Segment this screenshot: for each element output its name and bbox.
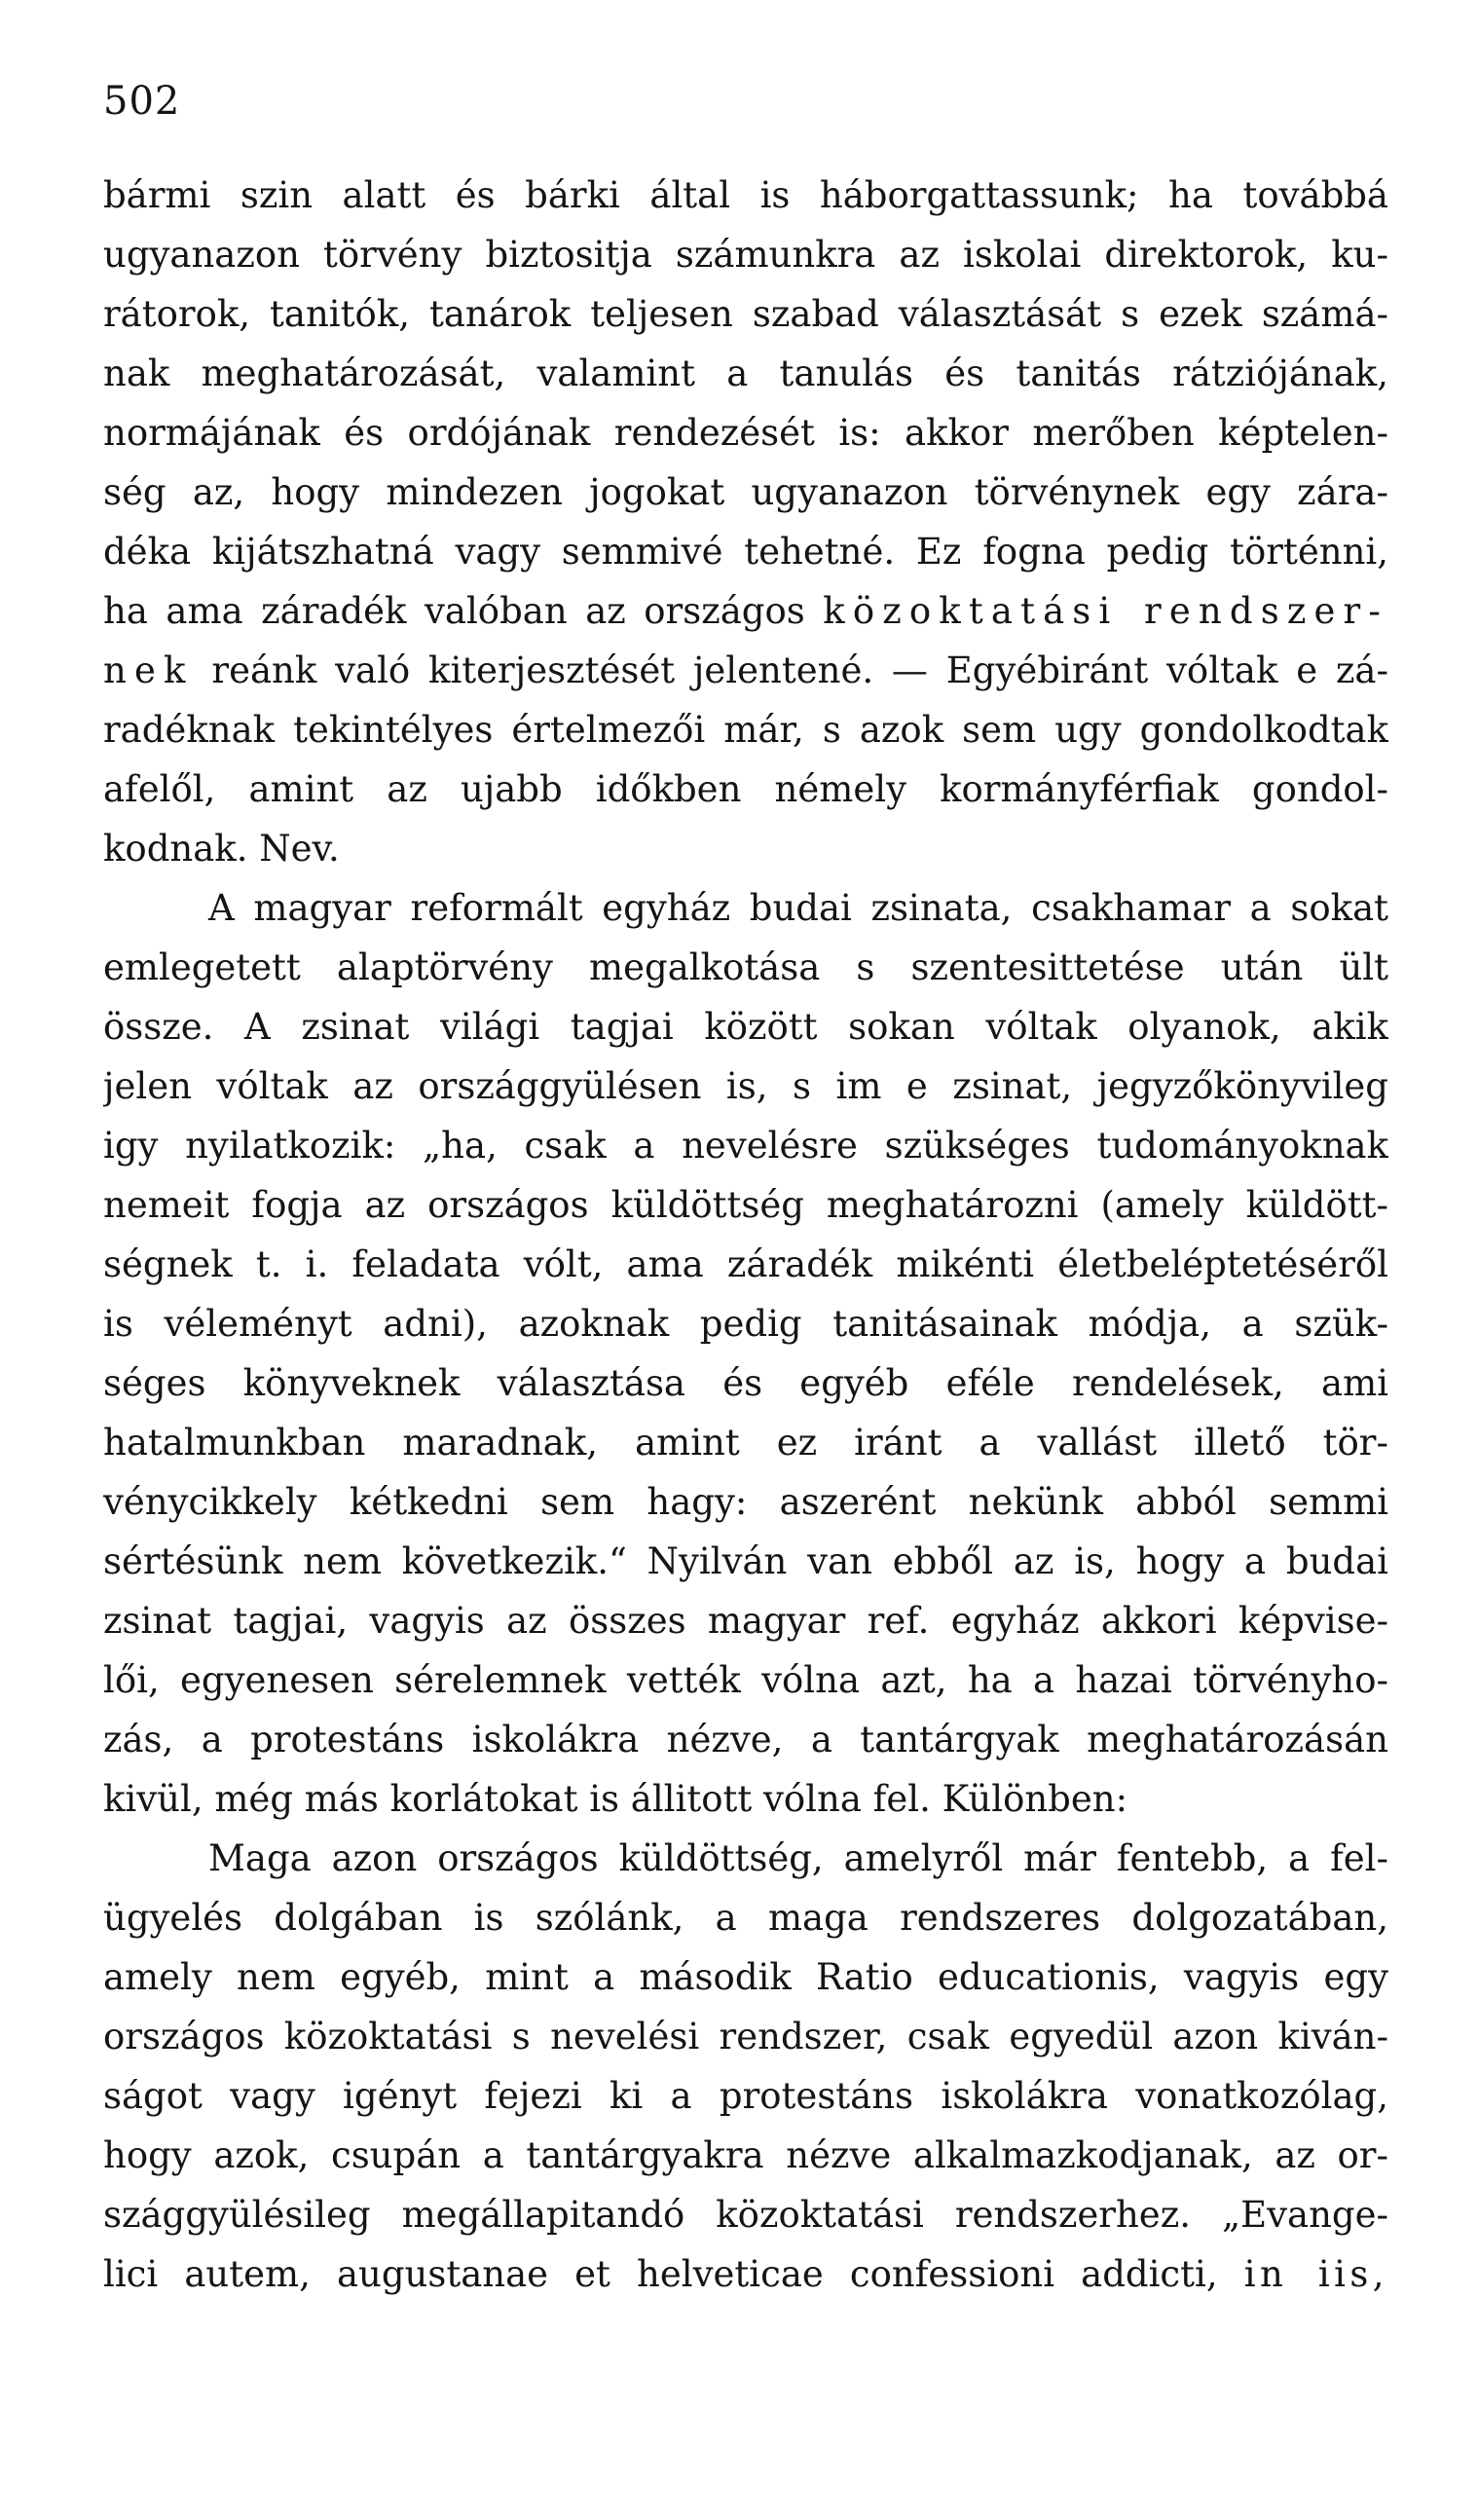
page-number: 502 xyxy=(103,79,181,124)
text-line: afelől, amint az ujabb időkben némely kormányférfiak gondol- xyxy=(103,768,1388,810)
text-line: össze. A zsinat világi tagjai között sokan vóltak olyanok, akik xyxy=(103,1006,1388,1048)
text-line xyxy=(103,581,1388,641)
text-segment: reánk való kiterjesztését jelentené. — Egyébiránt vóltak e zá- xyxy=(193,649,1388,691)
text-line: hogy azok, csupán a tantárgyakra nézve alkalmazkodjanak, az or- xyxy=(103,2134,1388,2176)
paragraph-start-line: A magyar reformált egyház budai zsinata, csakhamar a sokat xyxy=(208,887,1388,929)
spaced-emphasis: nek xyxy=(103,649,194,691)
text-line xyxy=(103,2244,1388,2304)
text-line: ség az, hogy mindezen jogokat ugyanazon törvénynek egy zára- xyxy=(103,471,1388,513)
text-line: országos közoktatási s nevelési rendszer, csak egyedül azon kiván- xyxy=(103,2016,1388,2057)
paragraph-end-line: kivül, még más korlátokat is állitott vólna fel. Különben: xyxy=(103,1778,1128,1820)
text-line: ugyanazon törvény biztositja számunkra az iskolai direktorok, ku- xyxy=(103,234,1388,276)
text-line: rátorok, tanitók, tanárok teljesen szabad választását s ezek számá- xyxy=(103,293,1388,335)
text-line: zsinat tagjai, vagyis az összes magyar ref. egyház akkori képvise- xyxy=(103,1600,1388,1642)
spaced-emphasis: közoktatási rendszer- xyxy=(823,590,1388,632)
text-line: hatalmunkban maradnak, amint ez iránt a vallást illető tör- xyxy=(103,1422,1388,1464)
text-line: nak meghatározását, valamint a tanulás és tanitás rátziójának, xyxy=(103,352,1388,394)
text-line: nemeit fogja az országos küldöttség meghatározni (amely küldött- xyxy=(103,1184,1388,1226)
text-line: sértésünk nem következik.“ Nyilván van ebből az is, hogy a budai xyxy=(103,1540,1388,1582)
text-line: lői, egyenesen sérelemnek vették vólna azt, ha a hazai törvényho- xyxy=(103,1659,1388,1701)
text-line: radéknak tekintélyes értelmezői már, s azok sem ugy gondolkodtak xyxy=(103,709,1388,751)
text-line: ségnek t. i. feladata vólt, ama záradék mikénti életbeléptetéséről xyxy=(103,1243,1388,1285)
text-line: vénycikkely kétkedni sem hagy: aszerént nekünk abból semmi xyxy=(103,1481,1388,1523)
text-line: zás, a protestáns iskolákra nézve, a tantárgyak meghatározásán xyxy=(103,1719,1388,1760)
body-text xyxy=(103,166,1388,2304)
paragraph-end-line: kodnak. Nev. xyxy=(103,828,340,870)
text-line: is véleményt adni), azoknak pedig tanitásainak módja, a szük- xyxy=(103,1303,1388,1345)
text-line: bármi szin alatt és bárki által is háborgattassunk; ha továbbá xyxy=(103,174,1388,216)
text-segment: lici autem, augustanae et helveticae confessioni addicti, xyxy=(103,2253,1244,2295)
text-line: séges könyveknek választása és egyéb eféle rendelések, ami xyxy=(103,1362,1388,1404)
text-line: déka kijátszhatná vagy semmivé tehetné. Ez fogna pedig történni, xyxy=(103,531,1388,573)
text-line: ságot vagy igényt fejezi ki a protestáns iskolákra vonatkozólag, xyxy=(103,2075,1388,2117)
text-line: igy nyilatkozik: „ha, csak a nevelésre szükséges tudományoknak xyxy=(103,1125,1388,1167)
text-line: amely nem egyéb, mint a második Ratio educationis, vagyis egy xyxy=(103,1956,1388,1998)
text-segment: ha ama záradék valóban az országos xyxy=(103,590,824,632)
text-line: normájának és ordójának rendezését is: akkor merőben képtelen- xyxy=(103,412,1388,454)
text-line: szággyülésileg megállapitandó közoktatási rendszerhez. „Evange- xyxy=(103,2194,1388,2236)
paragraph-start-line: Maga azon országos küldöttség, amelyről már fentebb, a fel- xyxy=(208,1837,1388,1879)
text-line: jelen vóltak az országgyülésen is, s im e zsinat, jegyzőkönyvileg xyxy=(103,1065,1388,1107)
text-line: ügyelés dolgában is szólánk, a maga rendszeres dolgozatában, xyxy=(103,1897,1388,1939)
spaced-emphasis: in iis, xyxy=(1243,2253,1388,2295)
text-line: emlegetett alaptörvény megalkotása s szentesittetése után ült xyxy=(103,946,1388,988)
text-line xyxy=(103,641,1388,700)
